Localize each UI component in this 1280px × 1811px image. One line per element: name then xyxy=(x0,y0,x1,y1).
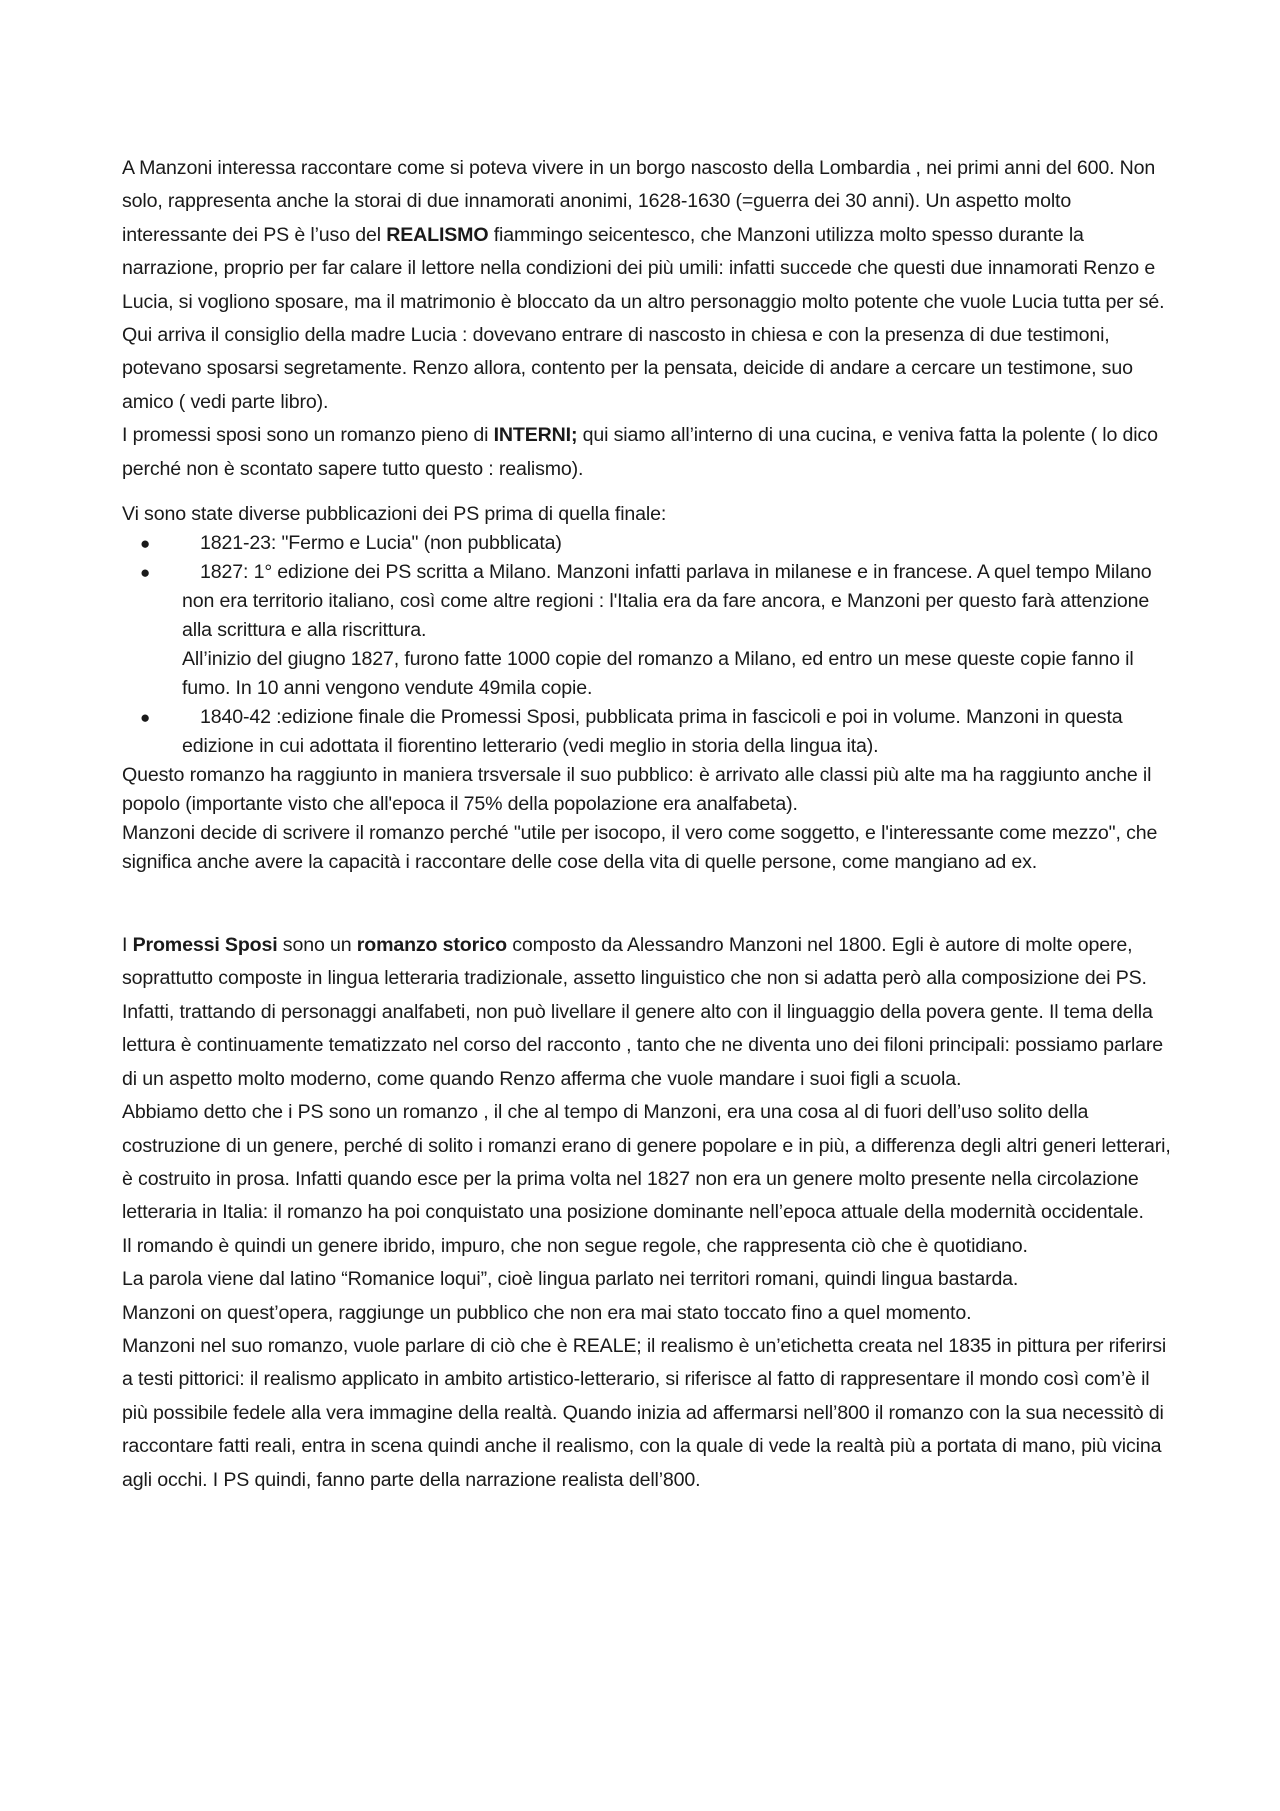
spacer xyxy=(122,486,1172,500)
text-run: fiammingo seicentesco, che Manzoni utilizza molto spesso durante la narrazione, proprio per far calare il lettore nella condizioni dei più umili: infatti succede che questi due innamorati Renzo e Lucia, si vogliono sposare, ma il matrimonio è bloccato da un altro personaggio molto potente che vuole Lucia tutta per sé. Qui arriva il consiglio della madre Lucia : dovevano entrare di nascosto in chiesa e con la presenza di due testimoni, potevano sposarsi segretamente. Renzo allora, contento per la pensata, deicide di andare a cercare un testimone, suo amico ( vedi parte libro). xyxy=(122,223,1165,413)
bullet-icon: ● xyxy=(140,534,151,554)
bold-promessi-sposi: Promessi Sposi xyxy=(132,934,278,957)
text-run: I xyxy=(122,934,133,957)
paragraph-purpose: Manzoni decide di scrivere il romanzo perché "utile per isocopo, il vero come soggetto, e l'interessante come mezzo", che significa anche avere la capacità i raccontare delle cose della vita di quelle persone, come mangiano ad ex. xyxy=(122,822,1158,874)
list-item xyxy=(122,703,1172,761)
list-item-text: 1821-23: "Fermo e Lucia" (non pubblicata) xyxy=(200,532,562,555)
paragraph-publications-intro: Vi sono state diverse pubblicazioni dei PS prima di quella finale: xyxy=(122,503,667,526)
paragraph-realismo: Manzoni nel suo romanzo, vuole parlare di ciò che è REALE; il realismo è un’etichetta creata nel 1835 in pittura per riferirsi a testi pittorici: il realismo applicato in ambito artistico-letterario, si riferisce al fatto di rappresentare il mondo così com’è il più possibile fedele alla vera immagine della realtà. Quando inizia ad affermarsi nell’800 il romanzo con la sua necessitò di raccontare fatti reali, entra in scena quindi anche il realismo, con la quale di vede la realtà più a portata di mano, più vicina agli occhi. I PS quindi, fanno parte della narrazione realista dell’800. xyxy=(122,1334,1167,1491)
paragraph-intro xyxy=(122,152,1172,419)
text-run: A Manzoni interessa raccontare come si poteva vivere in un borgo nascosto della Lombardia , nei primi anni del 600. Non solo, rappresenta anche la storai di due innamorati anonimi, 1628-1630 (=guerra dei 30 anni). Un aspetto molto interessante dei PS è l’uso del xyxy=(122,157,1156,246)
text-run: I promessi sposi sono un romanzo pieno di xyxy=(122,424,494,447)
list-item-extra-text: All’inizio del giugno 1827, furono fatte 1000 copie del romanzo a Milano, ed entro un mese queste copie fanno il fumo. In 10 anni vengono vendute 49mila copie. xyxy=(182,648,1134,700)
list-item xyxy=(122,529,1172,558)
bullet-icon: ● xyxy=(140,563,151,583)
paragraph-etimologia: La parola viene dal latino “Romanice loqui”, cioè lingua parlato nei territori romani, quindi lingua bastarda. xyxy=(122,1268,1019,1291)
bold-interni: INTERNI; xyxy=(493,424,578,447)
paragraph-romanzo-storico xyxy=(122,929,1172,1096)
spacer xyxy=(122,877,1172,929)
bullet-icon: ● xyxy=(140,708,151,728)
paragraph-ibrido: Il romando è quindi un genere ibrido, impuro, che non segue regole, che rappresenta ciò che è quotidiano. xyxy=(122,1234,1028,1257)
bold-romanzo-storico: romanzo storico xyxy=(356,934,507,957)
paragraph-pubblico: Manzoni on quest’opera, raggiunge un pubblico che non era mai stato toccato fino a quel momento. xyxy=(122,1301,972,1324)
paragraph-audience: Questo romanzo ha raggiunto in maniera trsversale il suo pubblico: è arrivato alle classi più alte ma ha raggiunto anche il popolo (importante visto che all'epoca il 75% della popolazione era analfabeta). xyxy=(122,764,1152,816)
list-item-text: 1827: 1° edizione dei PS scritta a Milano. Manzoni infatti parlava in milanese e in francese. A quel tempo Milano non era territorio italiano, così come altre regioni : l'Italia era da fare ancora, e Manzoni per questo farà attenzione alla scrittura e alla riscrittura. xyxy=(182,561,1152,642)
publications-list xyxy=(122,529,1172,761)
text-run: composto da Alessandro Manzoni nel 1800. Egli è autore di molte opere, soprattutto composte in lingua letteraria tradizionale, assetto linguistico che non si adatta però alla composizione dei PS. Infatti, trattando di personaggi analfabeti, non può livellare il genere alto con il linguaggio della povera gente. Il tema della lettura è continuamente tematizzato nel corso del racconto , tanto che ne diventa uno dei filoni principali: possiamo parlare di un aspetto molto moderno, come quando Renzo afferma che vuole mandare i suoi figli a scuola. xyxy=(122,934,1164,1090)
paragraph-interni xyxy=(122,419,1172,486)
text-run: qui siamo all’interno di una cucina, e veniva fatta la polente ( lo dico perché non è scontato sapere tutto questo : realismo). xyxy=(122,424,1158,480)
paragraph-genere: Abbiamo detto che i PS sono un romanzo , il che al tempo di Manzoni, era una cosa al di fuori dell’uso solito della costruzione di un genere, perché di solito i romanzi erano di genere popolare e in più, a differenza degli altri generi letterari, è costruito in prosa. Infatti quando esce per la prima volta nel 1827 non era un genere molto presente nella circolazione letteraria in Italia: il romanzo ha poi conquistato una posizione dominante nell’epoca attuale della modernità occidentale. xyxy=(122,1101,1171,1224)
page-content xyxy=(122,152,1172,1497)
list-item xyxy=(122,558,1172,703)
list-item-text: 1840-42 :edizione finale die Promessi Sposi, pubblicata prima in fascicoli e poi in volume. Manzoni in questa edizione in cui adottata il fiorentino letterario (vedi meglio in storia della lingua ita). xyxy=(182,706,1123,758)
text-run: sono un xyxy=(277,934,357,957)
bold-realismo: REALISMO xyxy=(386,223,489,246)
